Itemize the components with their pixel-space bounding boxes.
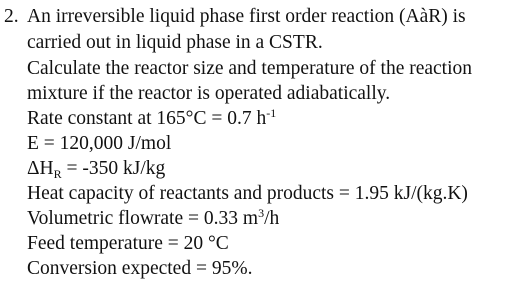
heat-capacity-line: Heat capacity of reactants and products = 1.95 kJ/(kg.K): [27, 183, 468, 204]
task-line-2: mixture if the reactor is operated adiabatically.: [27, 83, 391, 104]
rate-constant-text: Rate constant at 165°C = 0.7 h: [27, 108, 267, 129]
statement-line-2: carried out in liquid phase in a CSTR.: [27, 32, 323, 53]
heat-of-reaction-value: = -350 kJ/kg: [61, 158, 166, 179]
feed-temperature-line: Feed temperature = 20 °C: [27, 233, 229, 254]
heat-of-reaction-symbol: ΔH: [27, 158, 54, 179]
activation-energy-line: E = 120,000 J/mol: [27, 133, 172, 154]
problem-number: 2.: [4, 6, 19, 27]
conversion-line: Conversion expected = 95%.: [27, 258, 253, 279]
heat-of-reaction-line: [27, 157, 165, 181]
volumetric-flowrate-unit: /h: [264, 208, 280, 229]
task-line-1: Calculate the reactor size and temperature of the reaction: [27, 58, 473, 79]
heat-of-reaction-subscript: R: [53, 167, 62, 181]
rate-constant-line: [27, 107, 276, 131]
statement-line-1: An irreversible liquid phase first order reaction (AàR) is: [27, 6, 466, 27]
volumetric-flowrate-text: Volumetric flowrate = 0.33 m: [27, 208, 259, 229]
volumetric-flowrate-exponent: 3: [258, 206, 265, 220]
rate-constant-exponent: -1: [266, 106, 277, 120]
volumetric-flowrate-line: [27, 207, 279, 231]
